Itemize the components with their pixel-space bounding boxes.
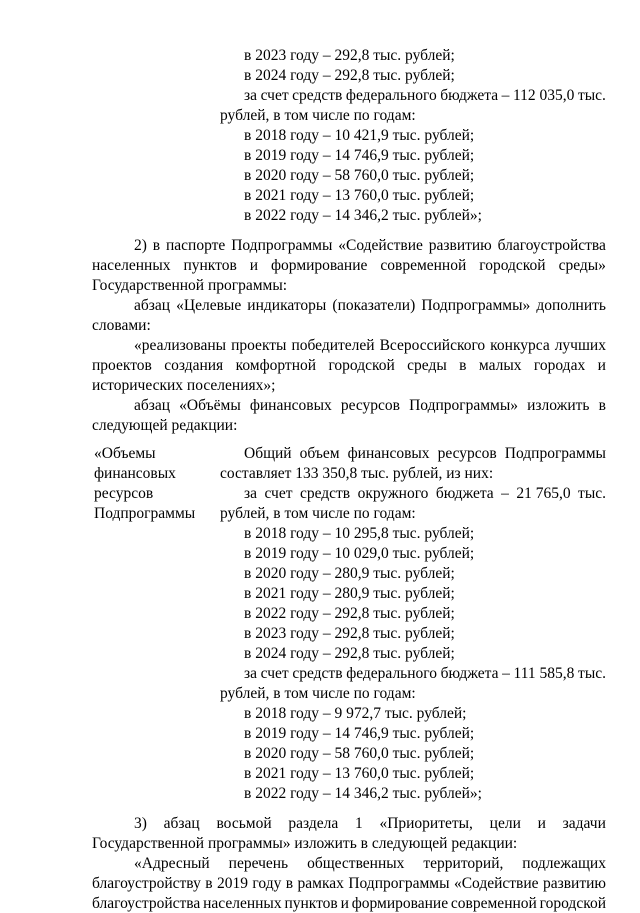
item2-line7 [92, 357, 606, 375]
word: в [205, 875, 213, 892]
table-label-2: финансовых [94, 465, 176, 482]
word: «Адресный [134, 855, 210, 872]
word: индикаторы [247, 297, 327, 314]
item3-line2: Государственной программы» изложить в следующей редакции: [92, 835, 518, 852]
word: тыс. [578, 665, 606, 682]
word: в [459, 357, 467, 374]
word: проектов [92, 357, 152, 374]
word: развитию [428, 237, 492, 254]
word: раздела [288, 815, 339, 832]
top-federal-line [244, 87, 606, 105]
word: задачи [562, 815, 606, 832]
top-2023: в 2023 году – 292,8 тыс. рублей; [244, 47, 455, 64]
item2-line1 [134, 237, 606, 255]
word: бюджета [435, 485, 494, 502]
word: счет [260, 665, 289, 682]
word: абзац [134, 297, 171, 314]
word: среды» [558, 257, 606, 274]
word: и [597, 357, 606, 374]
word: «реализованы [134, 337, 227, 354]
word: абзац [134, 397, 171, 414]
item2-line4 [134, 297, 606, 315]
word: городах [533, 357, 586, 374]
word: развитию [542, 875, 606, 892]
word: «Целевые [176, 297, 242, 314]
table-d2023: в 2023 году – 292,8 тыс. рублей; [244, 625, 455, 642]
word: пунктов [284, 895, 338, 912]
table-label-4: Подпрограммы [94, 505, 196, 522]
word: – [501, 87, 510, 104]
word: и [537, 815, 546, 832]
table-federal-by-years: рублей, в том числе по годам: [220, 685, 416, 702]
item2-line9 [134, 397, 606, 415]
word: «Приоритеты, [379, 815, 473, 832]
word: за [244, 485, 258, 502]
item2-line2 [92, 257, 606, 275]
word: населенных [92, 257, 171, 274]
word: рамках [297, 875, 344, 892]
word: бюджета [440, 87, 499, 104]
word: пунктов [183, 257, 237, 274]
word: современной [450, 895, 537, 912]
word: малых [478, 357, 522, 374]
word: Подпрограммы» [421, 297, 531, 314]
top-f2022: в 2022 году – 14 346,2 тыс. рублей»; [244, 207, 482, 224]
word: Подпрограммы [504, 445, 606, 462]
word: – [501, 485, 509, 502]
word: средств [292, 665, 343, 682]
table-district-by-years: рублей, в том числе по годам: [220, 505, 416, 522]
word: в [152, 237, 161, 254]
word: средств [299, 485, 351, 502]
top-f2021: в 2021 году – 13 760,0 тыс. рублей; [244, 187, 475, 204]
table-f2020: в 2020 году – 58 760,0 тыс. рублей; [244, 745, 475, 762]
word: (показатели) [332, 297, 416, 314]
word: «Объёмы [179, 397, 241, 414]
item2-line10: следующей редакции: [92, 417, 238, 434]
word: 112 035,0 [512, 87, 575, 104]
word: создания [164, 357, 224, 374]
item3-line3 [134, 855, 606, 873]
word: «Содействие [338, 237, 423, 254]
word: победителей [291, 337, 375, 354]
word: объем [299, 445, 340, 462]
table-district-line [244, 485, 606, 503]
word: Общий [244, 445, 292, 462]
word: федерального [346, 665, 438, 682]
word: паспорте [166, 237, 226, 254]
word: – [502, 665, 510, 682]
word: Подпрограммы [231, 237, 333, 254]
word: территорий, [423, 855, 504, 872]
word: комфортной [235, 357, 317, 374]
word: федерального [345, 87, 437, 104]
table-d2022: в 2022 году – 292,8 тыс. рублей; [244, 605, 455, 622]
top-2024: в 2024 году – 292,8 тыс. рублей; [244, 67, 455, 84]
top-f2019: в 2019 году – 14 746,9 тыс. рублей; [244, 147, 475, 164]
table-f2018: в 2018 году – 9 972,7 тыс. рублей; [244, 705, 467, 722]
word: в [285, 875, 294, 892]
word: лучших [554, 337, 606, 354]
word: счет [264, 485, 293, 502]
item2-line8: исторических поселениях»; [92, 377, 276, 394]
table-f2022: в 2022 году – 14 346,2 тыс. рублей»; [244, 785, 482, 802]
item2-line5: словами: [92, 317, 151, 334]
word: среды [407, 357, 447, 374]
table-d2018: в 2018 году – 10 295,8 тыс. рублей; [244, 525, 475, 542]
word: в [598, 397, 606, 414]
item3-line5 [92, 895, 606, 913]
word: городской [539, 895, 606, 912]
table-total-line1 [244, 445, 606, 463]
table-label-3: ресурсов [94, 485, 154, 502]
word: перечень [228, 855, 289, 872]
word: 111 585,8 [513, 665, 575, 682]
table-f2021: в 2021 году – 13 760,0 тыс. рублей; [244, 765, 475, 782]
word: благоустройству [92, 875, 201, 892]
top-f2020: в 2020 году – 58 760,0 тыс. рублей; [244, 167, 475, 184]
word: окружного [357, 485, 429, 502]
top-f2018: в 2018 году – 10 421,9 тыс. рублей; [244, 127, 475, 144]
word: Всероссийского [379, 337, 486, 354]
table-label-1: «Объемы [94, 445, 156, 462]
table-f2019: в 2019 году – 14 746,9 тыс. рублей; [244, 725, 475, 742]
word: городской [479, 257, 546, 274]
word: ресурсов [340, 397, 400, 414]
word: населенных [203, 895, 282, 912]
word: финансовых [347, 445, 430, 462]
table-federal-line [244, 665, 606, 683]
word: формирование [351, 895, 449, 912]
table-d2024: в 2024 году – 292,8 тыс. рублей; [244, 645, 455, 662]
word: 2019 [217, 875, 248, 892]
item3-line1 [134, 815, 606, 833]
word: благоустройства [92, 895, 201, 912]
word: средств [292, 87, 343, 104]
item3-line4 [92, 875, 606, 893]
word: дополнить [536, 297, 606, 314]
word: формирование [271, 257, 368, 274]
word: бюджета [440, 665, 499, 682]
word: проекты [231, 337, 287, 354]
word: конкурса [490, 337, 550, 354]
word: современной [380, 257, 467, 274]
word: счет [260, 87, 289, 104]
table-d2019: в 2019 году – 10 029,0 тыс. рублей; [244, 545, 475, 562]
word: изложить [527, 397, 590, 414]
word: тыс. [578, 485, 606, 502]
word: Подпрограммы» [409, 397, 519, 414]
item2-line6 [134, 337, 606, 355]
word: финансовых [249, 397, 332, 414]
word: общественных [307, 855, 405, 872]
table-total-line2: составляет 133 350,8 тыс. рублей, из них: [220, 465, 494, 482]
word: за [244, 665, 258, 682]
word: 3) [134, 815, 147, 832]
item2-line3: Государственной программы: [92, 277, 288, 294]
word: 21 765,0 [516, 485, 571, 502]
word: и [340, 895, 349, 912]
word: цели [489, 815, 521, 832]
word: Подпрограммы [348, 875, 450, 892]
word: тыс. [577, 87, 606, 104]
word: 1 [354, 815, 363, 832]
table-d2021: в 2021 году – 280,9 тыс. рублей; [244, 585, 455, 602]
word: за [244, 87, 258, 104]
word: восьмой [216, 815, 272, 832]
word: благоустройства [497, 237, 606, 254]
word: абзац [163, 815, 200, 832]
word: 2) [134, 237, 147, 254]
top-by-years: рублей, в том числе по годам: [220, 107, 416, 124]
word: ресурсов [437, 445, 497, 462]
word: городской [328, 357, 395, 374]
word: подлежащих [522, 855, 606, 872]
word: году [252, 875, 282, 892]
word: «Содействие [453, 875, 539, 892]
table-d2020: в 2020 году – 280,9 тыс. рублей; [244, 565, 455, 582]
word: и [249, 257, 259, 274]
